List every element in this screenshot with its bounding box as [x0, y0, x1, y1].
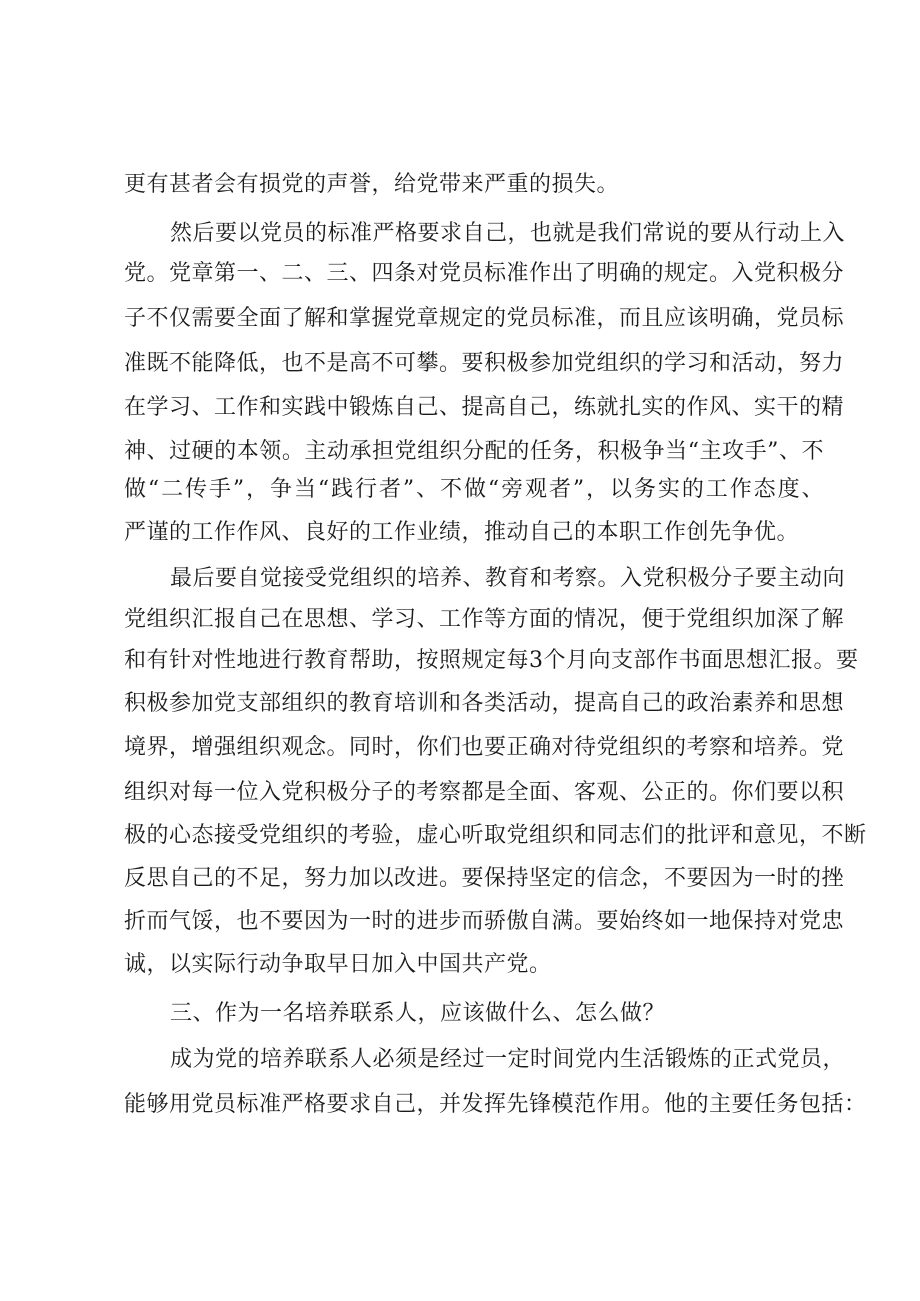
paragraph-3-line-1: 最后要自觉接受党组织的培养、教育和考察。入党积极分子要主动向	[170, 566, 846, 591]
paragraph-3-line-4: 积极参加党支部组织的教育培训和各类活动，提高自己的政治素养和思想	[124, 691, 845, 716]
paragraph-1-line-1: 更有甚者会有损党的声誉，给党带来严重的损失。	[124, 172, 620, 197]
paragraph-2-line-5: 在学习、工作和实践中锻炼自己、提高自己，练就扎实的作风、实干的精	[124, 395, 845, 420]
paragraph-3-line-2: 党组织汇报自己在思想、学习、工作等方面的情况，便于党组织加深了解	[124, 607, 845, 632]
paragraph-3-line-7: 极的心态接受党组织的考验，虚心听取党组织和同志们的批评和意见，不断	[124, 823, 867, 848]
paragraph-3-line-8: 反思自己的不足，努力加以改进。要保持坚定的信念，不要因为一时的挫	[124, 866, 845, 891]
section-heading-3: 三、作为一名培养联系人，应该做什么、怎么做？	[170, 1001, 666, 1026]
paragraph-4-line-2: 能够用党员标准严格要求自己，并发挥先锋模范作用。他的主要任务包括：	[124, 1092, 867, 1117]
paragraph-2-line-1: 然后要以党员的标准严格要求自己，也就是我们常说的要从行动上入	[170, 221, 846, 246]
paragraph-3-line-10: 诚，以实际行动争取早日加入中国共产党。	[124, 952, 552, 977]
paragraph-4-line-1: 成为党的培养联系人必须是经过一定时间党内生活锻炼的正式党员，	[170, 1047, 846, 1072]
paragraph-3-line-6: 组织对每一位入党积极分子的考察都是全面、客观、公正的。你们要以积	[124, 780, 845, 805]
paragraph-3-line-5: 境界，增强组织观念。同时，你们也要正确对待党组织的考察和培养。党	[124, 735, 845, 760]
paragraph-2-line-7: 做“二传手”，争当“践行者”、不做“旁观者”，以务实的工作态度、	[124, 477, 824, 502]
paragraph-2-line-8: 严谨的工作作风、良好的工作业绩，推动自己的本职工作创先争优。	[124, 520, 800, 545]
paragraph-2-line-4: 准既不能降低，也不是高不可攀。要积极参加党组织的学习和活动，努力	[124, 351, 845, 376]
paragraph-3-line-3: 和有针对性地进行教育帮助，按照规定每3个月向支部作书面思想汇报。要	[124, 648, 859, 673]
paragraph-2-line-3: 子不仅需要全面了解和掌握党章规定的党员标准，而且应该明确，党员标	[124, 306, 845, 331]
paragraph-3-line-9: 折而气馁，也不要因为一时的进步而骄傲自满。要始终如一地保持对党忠	[124, 909, 845, 934]
paragraph-2-line-6: 神、过硬的本领。主动承担党组织分配的任务，积极争当“主攻手”、不	[124, 439, 824, 464]
paragraph-2-line-2: 党。党章第一、二、三、四条对党员标准作出了明确的规定。入党积极分	[124, 261, 845, 286]
